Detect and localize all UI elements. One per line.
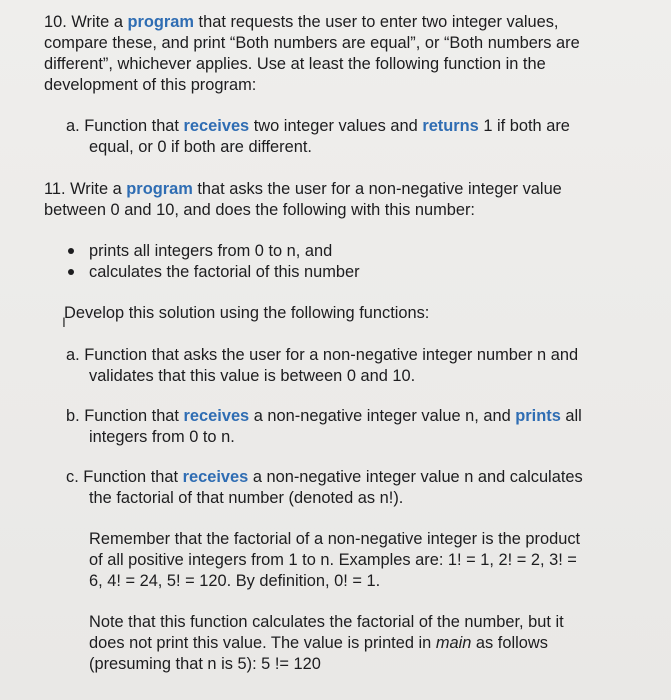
remember-line-3: 6, 4! = 24, 5! = 120. By definition, 0! = 1. bbox=[89, 572, 381, 590]
q11-bullet-1: prints all integers from 0 to n, and bbox=[89, 242, 333, 260]
q11-a-line-2: validates that this value is between 0 and 10. bbox=[89, 367, 416, 385]
q10-a-line-2: equal, or 0 if both are different. bbox=[89, 138, 312, 156]
note-line-3: (presuming that n is 5): 5 != 120 bbox=[89, 655, 321, 673]
q10-line-2: compare these, and print “Both numbers are equal”, or “Both numbers are bbox=[44, 34, 580, 52]
q11-c-line-2: the factorial of that number (denoted as n!). bbox=[89, 489, 404, 507]
note-line-2: does not print this value. The value is printed in main as follows bbox=[89, 634, 548, 652]
q11-develop: Develop this solution using the following functions: bbox=[64, 304, 430, 322]
q11-c-line-1: c. Function that receives a non-negative integer value n and calculates bbox=[66, 468, 583, 486]
remember-line-2: of all positive integers from 1 to n. Examples are: 1! = 1, 2! = 2, 3! = bbox=[89, 551, 577, 569]
q11-line-1: 11. Write a program that asks the user for a non-negative integer value bbox=[44, 180, 562, 198]
q11-b-line-1: b. Function that receives a non-negative integer value n, and prints all bbox=[66, 407, 582, 425]
q10-line-4: development of this program: bbox=[44, 76, 257, 94]
q10-line-1: 10. Write a program that requests the user to enter two integer values, bbox=[44, 13, 559, 31]
bullet-icon bbox=[68, 248, 74, 254]
text-cursor-icon: I bbox=[62, 314, 66, 330]
q11-b-line-2: integers from 0 to n. bbox=[89, 428, 235, 446]
remember-line-1: Remember that the factorial of a non-negative integer is the product bbox=[89, 530, 581, 548]
q11-a-line-1: a. Function that asks the user for a non-negative integer number n and bbox=[66, 346, 579, 364]
q10-a-line-1: a. Function that receives two integer values and returns 1 if both are bbox=[66, 117, 570, 135]
q11-line-2: between 0 and 10, and does the following with this number: bbox=[44, 201, 475, 219]
bullet-icon bbox=[68, 269, 74, 275]
q11-bullet-2: calculates the factorial of this number bbox=[89, 263, 360, 281]
q10-line-3: different”, whichever applies. Use at least the following function in the bbox=[44, 55, 546, 73]
note-line-1: Note that this function calculates the factorial of the number, but it bbox=[89, 613, 564, 631]
